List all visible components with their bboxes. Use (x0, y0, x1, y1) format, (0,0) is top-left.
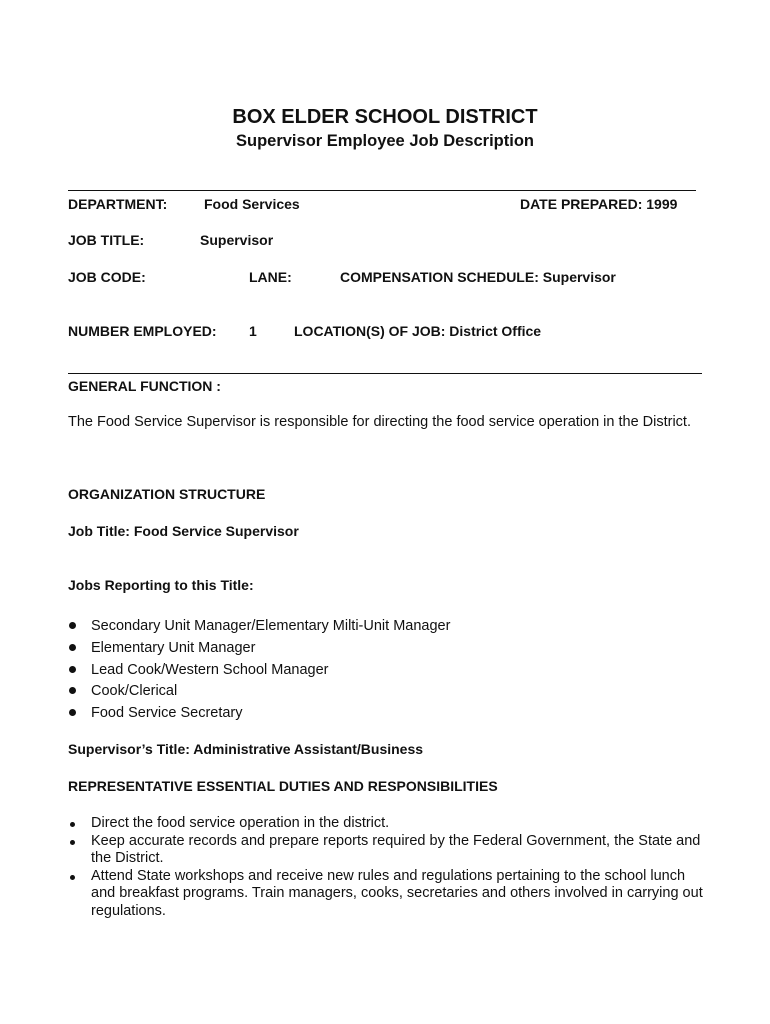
reporting-jobs-list (68, 616, 708, 725)
bullet-icon (69, 709, 76, 716)
list-item: Cook/Clerical (68, 681, 708, 703)
number-employed-value: 1 (249, 323, 257, 339)
org-job-title: Job Title: Food Service Supervisor (68, 523, 299, 539)
duties-list (68, 815, 708, 920)
compensation-schedule: COMPENSATION SCHEDULE: Supervisor (340, 269, 616, 285)
lane-label: LANE: (249, 269, 292, 285)
reporting-jobs-heading: Jobs Reporting to this Title: (68, 577, 254, 593)
general-function-heading: GENERAL FUNCTION : (68, 378, 221, 394)
job-location: LOCATION(S) OF JOB: District Office (294, 323, 542, 339)
bullet-icon (69, 622, 76, 629)
job-title-value: Supervisor (200, 232, 274, 248)
bullet-icon (69, 666, 76, 673)
supervisor-title: Supervisor’s Title: Administrative Assistant/Business (68, 741, 424, 757)
bullet-icon (70, 822, 75, 827)
number-employed-label: NUMBER EMPLOYED: (68, 323, 217, 339)
job-title-label: JOB TITLE: (68, 232, 145, 248)
date-prepared: DATE PREPARED: 1999 (520, 196, 678, 212)
organization-heading: ORGANIZATION STRUCTURE (68, 486, 266, 502)
list-item: Lead Cook/Western School Manager (68, 660, 708, 682)
district-title: BOX ELDER SCHOOL DISTRICT (232, 106, 538, 128)
duties-heading: REPRESENTATIVE ESSENTIAL DUTIES AND RESPONSIBILITIES (68, 778, 498, 794)
list-item: Secondary Unit Manager/Elementary Milti-Unit Manager (68, 616, 708, 638)
job-code-label: JOB CODE: (68, 269, 146, 285)
list-item: Attend State workshops and receive new rules and regulations pertaining to the school lunch and breakfast programs. Train managers, cooks, secretaries and others involved in carrying out regulations. (68, 868, 708, 921)
bullet-icon (70, 840, 75, 845)
list-item: Keep accurate records and prepare reports required by the Federal Government, the State and the District. (68, 833, 708, 868)
document-subtitle: Supervisor Employee Job Description (236, 132, 534, 150)
department-label: DEPARTMENT: (68, 196, 168, 212)
department-value: Food Services (204, 196, 300, 212)
list-item: Elementary Unit Manager (68, 638, 708, 660)
bullet-icon (70, 875, 75, 880)
header-divider (68, 190, 696, 191)
list-item: Food Service Secretary (68, 703, 708, 725)
bullet-icon (69, 687, 76, 694)
section-divider (68, 373, 702, 374)
list-item: Direct the food service operation in the district. (68, 815, 708, 833)
bullet-icon (69, 644, 76, 651)
general-function-text: The Food Service Supervisor is responsible for directing the food service operation in the District. (68, 414, 691, 430)
